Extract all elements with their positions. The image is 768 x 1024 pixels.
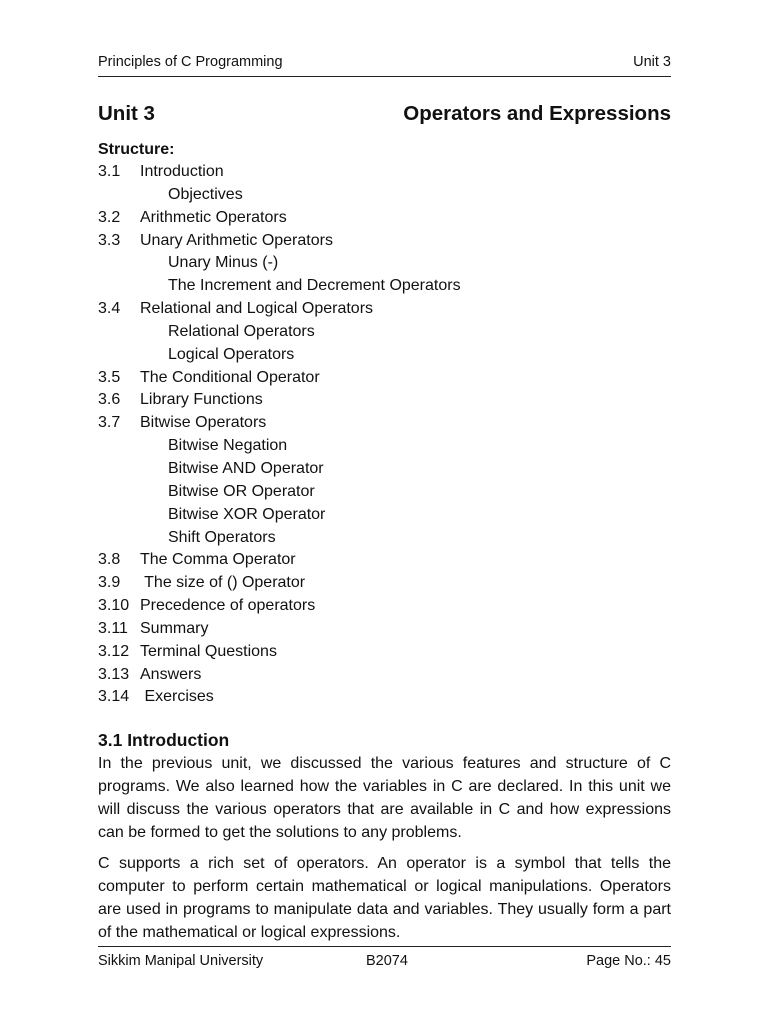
structure-item-text: Answers	[140, 665, 202, 683]
structure-item-text: Shift Operators	[168, 528, 276, 546]
structure-item	[98, 641, 461, 664]
structure-item	[98, 618, 461, 641]
structure-item-text: Bitwise Operators	[140, 414, 267, 432]
structure-item-text: Bitwise OR Operator	[168, 482, 315, 500]
structure-item-number: 3.9	[98, 574, 121, 592]
structure-subitem	[98, 527, 461, 550]
footer-code: B2074	[366, 953, 408, 969]
footer-university: Sikkim Manipal University	[98, 953, 264, 969]
structure-label: Structure:	[98, 141, 175, 158]
structure-subitem	[98, 252, 461, 275]
page-footer	[98, 951, 671, 971]
section-heading: 3.1 Introduction	[98, 730, 230, 750]
structure-item-number: 3.6	[98, 391, 121, 409]
structure-item-text: The Comma Operator	[140, 551, 296, 569]
structure-item-text: The size of () Operator	[140, 574, 306, 592]
footer-rule	[98, 946, 671, 947]
structure-item	[98, 207, 461, 230]
structure-item-text: Logical Operators	[168, 345, 295, 363]
structure-subitem	[98, 184, 461, 207]
structure-item-text: Introduction	[140, 163, 224, 180]
structure-item-text: Bitwise AND Operator	[168, 459, 324, 477]
structure-subitem	[98, 458, 461, 481]
structure-subitem	[98, 275, 461, 298]
intro-paragraph-1: In the previous unit, we discussed the various features and structure of C programs. We also learned how the variables in C are declared. In this unit we will discuss the various operators that are available in C and how expressions can be formed to get the solutions to any problems.	[98, 755, 671, 841]
structure-item	[98, 389, 461, 412]
structure-item-number: 3.5	[98, 368, 121, 386]
structure-item	[98, 367, 461, 390]
book-title: Principles of C Programming	[98, 54, 283, 70]
structure-item-text: Library Functions	[140, 391, 263, 409]
unit-title: Operators and Expressions	[403, 102, 671, 125]
structure-item	[98, 686, 461, 709]
document-page	[98, 0, 671, 1024]
structure-item-text: Exercises	[140, 688, 214, 706]
structure-item	[98, 572, 461, 595]
structure-item	[98, 298, 461, 321]
structure-item-text: Summary	[140, 619, 209, 637]
header-unit-label: Unit 3	[633, 54, 671, 70]
structure-item-number: 3.8	[98, 551, 121, 569]
structure-item	[98, 595, 461, 618]
structure-item	[98, 549, 461, 572]
structure-item-number: 3.13	[98, 665, 130, 683]
structure-item-text: Relational Operators	[168, 322, 315, 340]
unit-heading	[98, 100, 671, 128]
structure-subitem	[98, 435, 461, 458]
structure-item	[98, 161, 461, 184]
running-header	[98, 52, 671, 72]
structure-item-number: 3.3	[98, 231, 121, 249]
unit-number: Unit 3	[98, 102, 155, 125]
structure-item-text: Relational and Logical Operators	[140, 300, 374, 318]
structure-item	[98, 412, 461, 435]
structure-list	[98, 161, 461, 709]
structure-item-text: Unary Minus (-)	[168, 254, 279, 272]
footer-page-number: Page No.: 45	[586, 953, 671, 969]
structure-item-text: Unary Arithmetic Operators	[140, 231, 333, 249]
structure-subitem	[98, 481, 461, 504]
structure-item-number: 3.10	[98, 597, 130, 615]
intro-paragraph-2: C supports a rich set of operators. An operator is a symbol that tells the computer to perform certain mathematical or logical manipulations. Operators are used in programs to manipulate data and variables. They usually form a part of the mathematical or logical expressions.	[98, 855, 671, 941]
structure-subitem	[98, 504, 461, 527]
structure-item-number: 3.1	[98, 163, 121, 180]
structure-item-text: Arithmetic Operators	[140, 208, 287, 226]
structure-item-text: The Increment and Decrement Operators	[168, 277, 461, 295]
structure-item-number: 3.11	[98, 619, 128, 637]
structure-item-number: 3.14	[98, 688, 130, 706]
structure-item-text: Bitwise XOR Operator	[168, 505, 326, 523]
structure-item-number: 3.4	[98, 300, 121, 318]
structure-item-text: The Conditional Operator	[140, 368, 320, 386]
structure-item-text: Precedence of operators	[140, 597, 316, 615]
structure-item	[98, 664, 461, 687]
structure-subitem	[98, 321, 461, 344]
structure-item-text: Bitwise Negation	[168, 437, 288, 455]
header-rule	[98, 76, 671, 77]
structure-item-number: 3.7	[98, 414, 121, 432]
structure-item-number: 3.12	[98, 642, 130, 660]
structure-subitem	[98, 344, 461, 367]
structure-item-text: Terminal Questions	[140, 642, 277, 660]
structure-item	[98, 230, 461, 253]
structure-item-number: 3.2	[98, 208, 121, 226]
structure-item-text: Objectives	[168, 185, 243, 203]
